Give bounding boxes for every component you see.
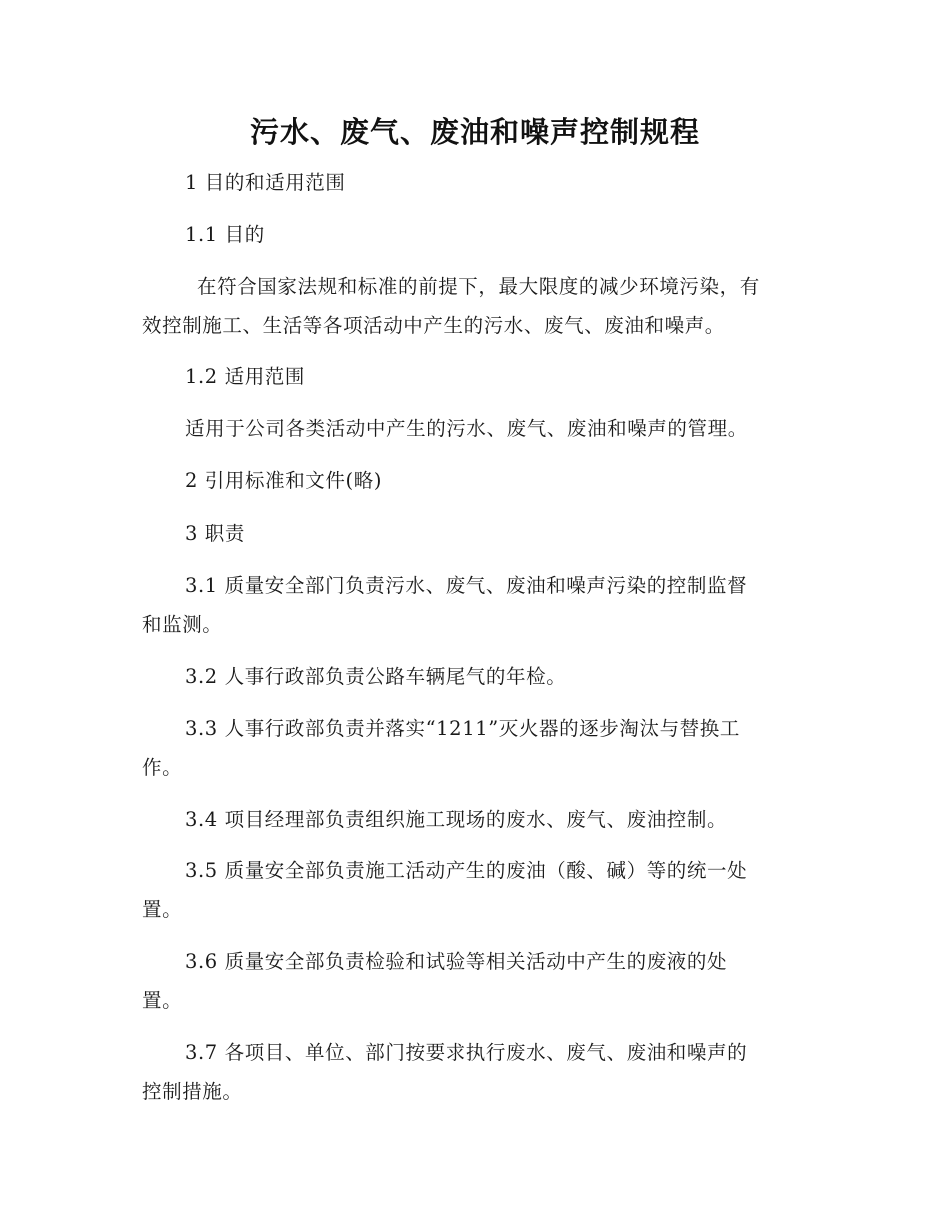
clause-3-6-line: 置。 <box>142 989 183 1012</box>
subsection-heading-1-2: 1.2 适用范围 <box>185 365 306 388</box>
clause-3-3-line: 3.3 人事行政部负责并落实“1211”灭火器的逐步淘汰与替换工 <box>185 717 740 740</box>
document-title: 污水、废气、废油和噪声控制规程 <box>249 115 700 149</box>
section-heading-2: 2 引用标准和文件(略) <box>185 469 383 492</box>
clause-3-3-line: 作。 <box>142 756 183 779</box>
clause-3-5-line: 3.5 质量安全部负责施工活动产生的废油（酸、碱）等的统一处 <box>185 859 748 882</box>
clause-3-7-line: 控制措施。 <box>142 1080 243 1103</box>
clause-3-4-line: 3.4 项目经理部负责组织施工现场的废水、废气、废油控制。 <box>185 808 728 831</box>
subsection-heading-1-1: 1.1 目的 <box>185 223 265 246</box>
clause-3-1-line: 和监测。 <box>142 613 223 636</box>
clause-3-1-line: 3.1 质量安全部门负责污水、废气、废油和噪声污染的控制监督 <box>185 574 748 597</box>
paragraph-line: 在符合国家法规和标准的前提下，最大限度的减少环境污染，有 <box>197 275 760 298</box>
section-heading-1: 1 目的和适用范围 <box>185 171 346 194</box>
clause-3-7-line: 3.7 各项目、单位、部门按要求执行废水、废气、废油和噪声的 <box>185 1041 748 1064</box>
paragraph-line: 效控制施工、生活等各项活动中产生的污水、废气、废油和噪声。 <box>142 314 725 337</box>
paragraph-line: 适用于公司各类活动中产生的污水、废气、废油和噪声的管理。 <box>185 417 748 440</box>
section-heading-3: 3 职责 <box>185 522 246 545</box>
clause-3-6-line: 3.6 质量安全部负责检验和试验等相关活动中产生的废液的处 <box>185 950 728 973</box>
clause-3-2-line: 3.2 人事行政部负责公路车辆尾气的年检。 <box>185 665 567 688</box>
clause-3-5-line: 置。 <box>142 898 183 921</box>
